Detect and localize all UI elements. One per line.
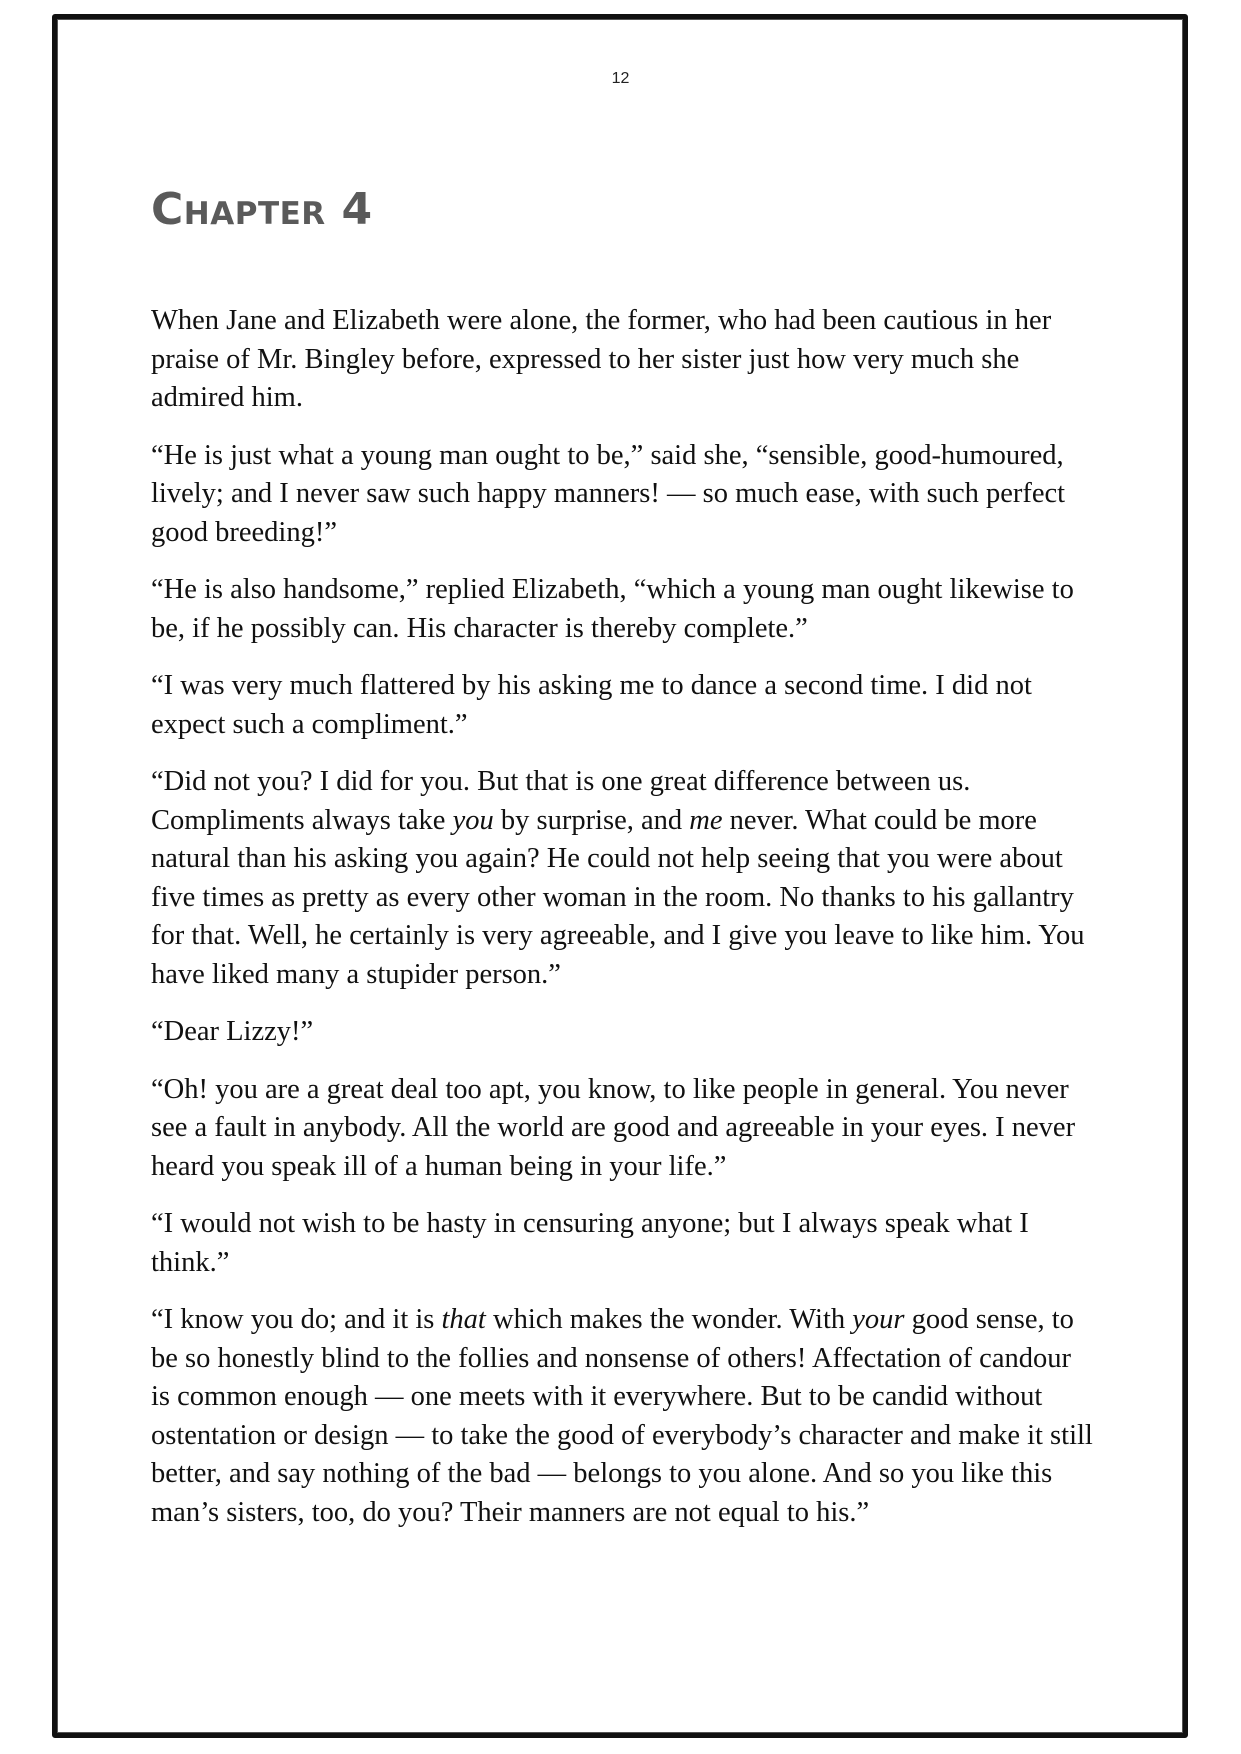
paragraph [151, 763, 1096, 994]
paragraph [151, 571, 1096, 648]
paragraph [151, 1301, 1096, 1532]
paragraph [151, 1071, 1096, 1187]
italic-text: that [441, 1304, 486, 1335]
text-run: by surprise, and [493, 804, 690, 836]
italic-text: me [689, 804, 723, 836]
text-run: “He is just what a young man ought to be,” said she, “sensible, good-humoured, lively; and I never saw such happy manners! — so much ease, with such perfect good breeding!” [151, 439, 1066, 548]
text-run: which makes the wonder. With [485, 1304, 853, 1335]
chapter-heading: Chapter 4 [151, 184, 373, 235]
text-run: “I would not wish to be hasty in censuring anyone; but I always speak what I think.” [151, 1208, 1029, 1278]
page-number: 12 [611, 70, 630, 87]
italic-text: you [452, 804, 494, 836]
chapter-text [151, 302, 1096, 1551]
paragraph [151, 302, 1096, 418]
italic-text: your [852, 1304, 905, 1335]
text-run: “Dear Lizzy!” [151, 1016, 314, 1047]
text-run: never. What could be more natural than his asking you again? He could not help seeing that you were about five times as pretty as every other woman in the room. No thanks to his gallantry for that. Well, he certainly is very agreeable, and I give you leave to like him. You have liked many a stupider person.” [151, 804, 1085, 990]
text-run: “Did not you? I did for you. But that is one great difference between us. Compliments always take [151, 766, 971, 836]
text-run: “I know you do; and it is [151, 1304, 442, 1335]
text-run: “I was very much flattered by his asking me to dance a second time. I did not expect such a compliment.” [151, 670, 1032, 740]
text-run: “Oh! you are a great deal too apt, you know, to like people in general. You never see a fault in anybody. All the world are good and agreeable in your eyes. I never heard you speak ill of a human being in your life.” [151, 1073, 1076, 1182]
paragraph [151, 437, 1096, 553]
paragraph [151, 667, 1096, 744]
paragraph [151, 1205, 1096, 1282]
text-run: When Jane and Elizabeth were alone, the former, who had been cautious in her praise of Mr. Bingley before, expressed to her sister just how very much she admired him. [151, 305, 1052, 413]
text-run: “He is also handsome,” replied Elizabeth, “which a young man ought likewise to be, if he possibly can. His character is thereby complete.” [151, 574, 1074, 644]
paragraph [151, 1013, 1096, 1052]
text-run: good sense, to be so honestly blind to the follies and nonsense of others! Affectation of candour is common enough — one meets with it everywhere. But to be candid without ostentation or design — to take the good of everybody’s character and make it still better, and say nothing of the bad — belongs to you alone. And so you like this man’s sisters, too, do you? Their manners are not equal to his.” [151, 1304, 1093, 1528]
